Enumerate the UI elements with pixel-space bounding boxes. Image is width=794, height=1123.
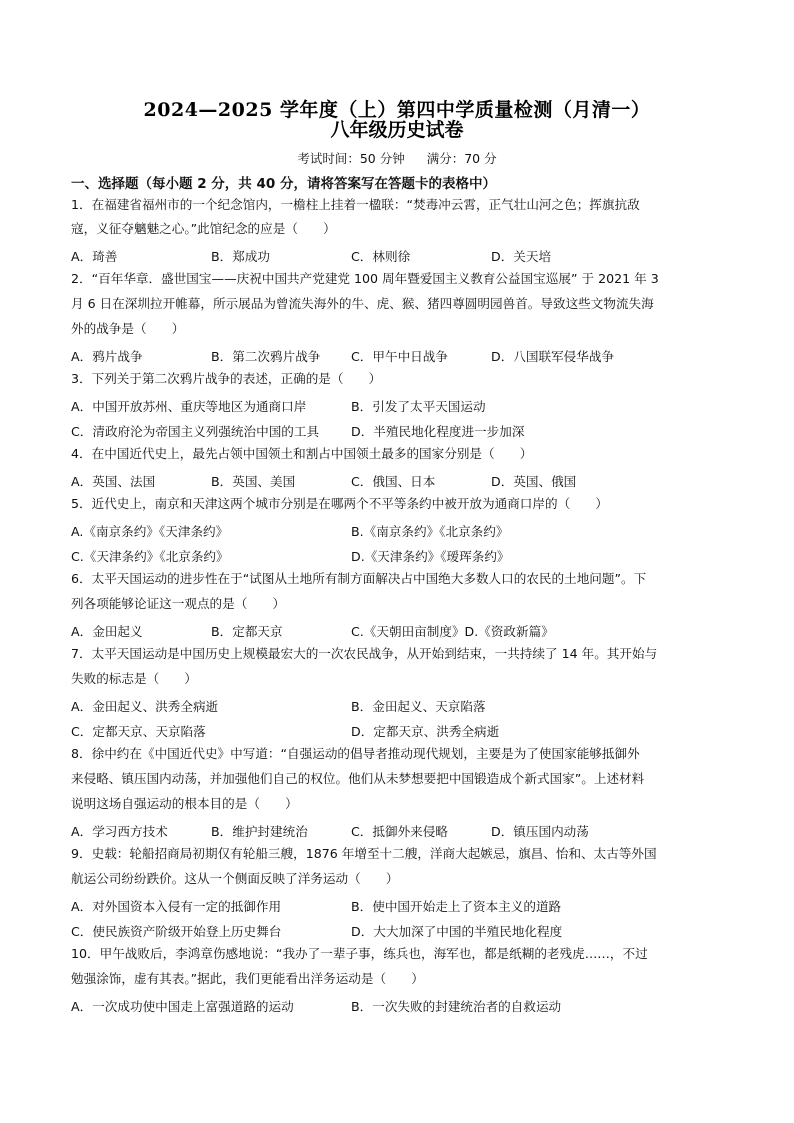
option: C．抵御外来侵略: [351, 824, 448, 839]
option: B．金田起义、天京陷落: [351, 699, 486, 714]
option: B．定都天京: [211, 624, 283, 639]
option: C.《天津条约》《北京条约》: [71, 549, 229, 564]
option: B．维护封建统治: [211, 824, 308, 839]
option: D．镇压国内动荡: [491, 824, 589, 839]
question-line: 航运公司纷纷跌价。这从一个侧面反映了洋务运动（ ）: [71, 871, 399, 886]
question-line: 8．徐中约在《中国近代史》中写道：“自强运动的倡导者推动现代规划，主要是为了使国家能够抵御外: [71, 746, 640, 761]
option: A．一次成功使中国走上富强道路的运动: [71, 999, 294, 1014]
question-line: 来侵略、镇压国内动荡，并加强他们自己的权位。他们从未梦想要把中国锻造成个新式国家”。上述材料: [71, 771, 645, 786]
question-line: 10．甲午战败后，李鸿章伤感地说：“我办了一辈子事，练兵也，海军也，都是纸糊的老残虎……，不过: [71, 946, 648, 961]
option: C．清政府沦为帝国主义列强统治中国的工具: [71, 424, 320, 439]
option: D．定都天京、洪秀全病逝: [351, 724, 500, 739]
option: C．定都天京、天京陷落: [71, 724, 206, 739]
question-line: 7．太平天国运动是中国历史上规模最宏大的一次农民战争，从开始到结束，一共持续了 14 年。其开始与: [71, 646, 658, 661]
exam-subtitle: 八年级历史试卷: [330, 119, 464, 141]
option: C．俄国、日本: [351, 474, 436, 489]
option: A．中国开放苏州、重庆等地区为通商口岸: [71, 399, 307, 414]
option: A．金田起义: [71, 624, 143, 639]
option: A．对外国资本入侵有一定的抵御作用: [71, 899, 282, 914]
option: A．鸦片战争: [71, 349, 143, 364]
question-line: 列各项能够论证这一观点的是（ ）: [71, 596, 286, 611]
option: C．使民族资产阶级开始登上历史舞台: [71, 924, 282, 939]
section-title: 一、选择题（每小题 2 分，共 40 分，请将答案写在答题卡的表格中）: [71, 176, 496, 192]
question-line: 失败的标志是（ ）: [71, 671, 197, 686]
option: D．八国联军侵华战争: [491, 349, 615, 364]
option: C．甲午中日战争: [351, 349, 448, 364]
option: A．琦善: [71, 249, 118, 264]
option: B．第二次鸦片战争: [211, 349, 321, 364]
option: D．大大加深了中国的半殖民地化程度: [351, 924, 563, 939]
question-line: 2．“百年华章．盛世国宝——庆祝中国共产党建党 100 周年暨爱国主义教育公益国宝巡展” 于 2021 年 3: [71, 271, 659, 286]
option: A．英国、法国: [71, 474, 156, 489]
question-line: 外的战争是（ ）: [71, 321, 185, 336]
option: D.《天津条约》《瑷珲条约》: [351, 549, 510, 564]
option: A.《南京条约》《天津条约》: [71, 524, 229, 539]
option: C．林则徐: [351, 249, 411, 264]
option: B．引发了太平天国运动: [351, 399, 486, 414]
option: B．一次失败的封建统治者的自救运动: [351, 999, 562, 1014]
option: B．郑成功: [211, 249, 271, 264]
exam-title: 2024—2025 学年度（上）第四中学质量检测（月清一）: [143, 99, 651, 121]
question-line: 月 6 日在深圳拉开帷幕，所示展品为曾流失海外的牛、虎、猴、猪四尊圆明园兽首。导致这些文物流失海: [71, 296, 654, 311]
option: D．半殖民地化程度进一步加深: [351, 424, 525, 439]
question-line: 1．在福建省福州市的一个纪念馆内，一檐柱上挂着一楹联：“焚毒冲云霄，正气壮山河之色；挥旗抗敌: [71, 197, 640, 212]
option: D．英国、俄国: [491, 474, 577, 489]
question-line: 寇，义征夺魑魅之心。”此馆纪念的应是（ ）: [71, 221, 336, 236]
question-line: 3．下列关于第二次鸦片战争的表述，正确的是（ ）: [71, 371, 382, 386]
question-line: 9．史载：轮船招商局初期仅有轮船三艘，1876 年增至十二艘，洋商大起嫉忌，旗昌、怡和、太古等外国: [71, 846, 657, 861]
option: C.《天朝田亩制度》D.《资政新篇》: [351, 624, 554, 639]
question-line: 4．在中国近代史上，最先占领中国领土和割占中国领土最多的国家分别是（ ）: [71, 446, 533, 461]
question-line: 说明这场自强运动的根本目的是（ ）: [71, 796, 298, 811]
question-line: 5．近代史上，南京和天津这两个城市分别是在哪两个不平等条约中被开放为通商口岸的（ ）: [71, 496, 608, 511]
option: A．学习西方技术: [71, 824, 168, 839]
question-line: 勉强涂饰，虚有其表。”据此，我们更能看出洋务运动是（ ）: [71, 971, 424, 986]
option: B.《南京条约》《北京条约》: [351, 524, 509, 539]
exam-meta: [0, 149, 794, 167]
question-line: 6．太平天国运动的进步性在于“试图从土地所有制方面解决占中国绝大多数人口的农民的土地问题”。下: [71, 571, 647, 586]
full-score: 满分：70 分: [426, 151, 497, 166]
option: D．关天培: [491, 249, 552, 264]
option: B．使中国开始走上了资本主义的道路: [351, 899, 562, 914]
option: B．英国、美国: [211, 474, 296, 489]
exam-time: 考试时间：50 分钟: [297, 151, 405, 166]
option: A．金田起义、洪秀全病逝: [71, 699, 219, 714]
